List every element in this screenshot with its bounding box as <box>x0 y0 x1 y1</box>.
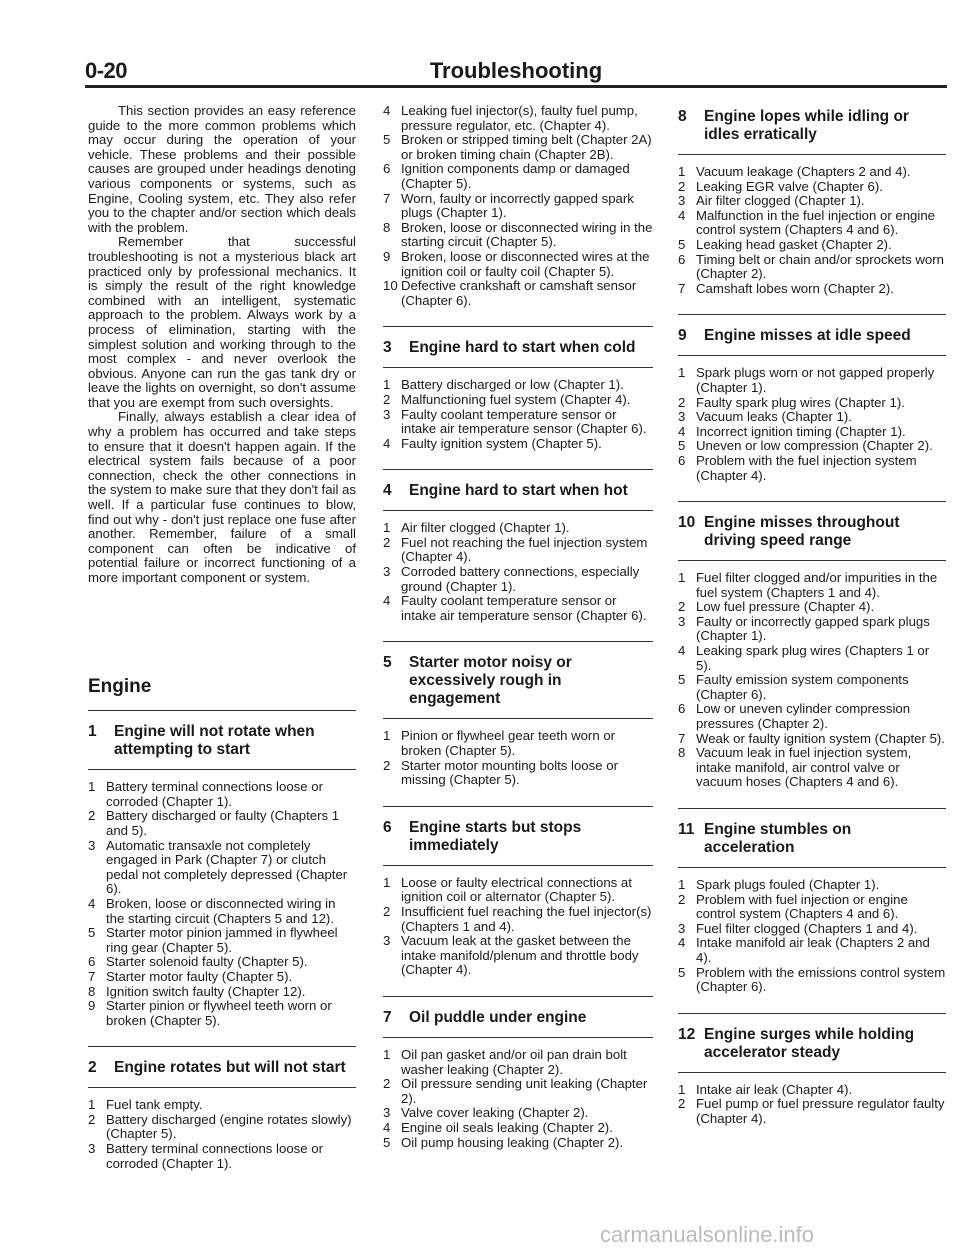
item-number: 5 <box>678 438 686 454</box>
item-number: 2 <box>678 178 686 194</box>
item-text: Malfunctioning fuel system (Chapter 4). <box>401 391 631 407</box>
item-text: Spark plugs fouled (Chapter 1). <box>696 877 880 892</box>
item-text: Faulty coolant temperature sensor or intake air temperature sensor (Chapter 6). <box>401 593 647 623</box>
section-heading <box>678 314 946 356</box>
list-item <box>383 1121 653 1136</box>
item-text: Faulty emission system components (Chapter 6). <box>696 672 909 702</box>
item-number: 2 <box>678 891 686 907</box>
section-11 <box>678 808 946 995</box>
item-text: Camshaft lobes worn (Chapter 2). <box>696 280 894 296</box>
list-item <box>678 673 946 702</box>
section-4 <box>383 469 653 623</box>
item-number: 5 <box>678 964 686 980</box>
item-number: 2 <box>88 808 96 824</box>
list-item <box>88 985 356 1000</box>
item-text: Ignition switch faulty (Chapter 12). <box>106 983 306 999</box>
item-number: 8 <box>678 745 686 761</box>
item-number: 1 <box>88 779 96 795</box>
section-heading <box>678 808 946 868</box>
list-item <box>383 279 653 308</box>
section-heading <box>383 641 653 719</box>
section-title: Engine rotates but will not start <box>114 1059 346 1077</box>
section-title: Oil puddle under engine <box>409 1008 587 1026</box>
column-2 <box>383 104 653 1168</box>
section-title: Engine hard to start when hot <box>409 482 628 500</box>
item-number: 2 <box>88 1111 96 1127</box>
item-number: 10 <box>383 278 398 294</box>
item-text: Battery discharged (engine rotates slowly) (Chapter 5). <box>106 1111 352 1142</box>
item-number: 2 <box>678 1096 686 1112</box>
item-number: 4 <box>678 935 686 951</box>
list-item <box>678 282 946 297</box>
section-9 <box>678 314 946 483</box>
section-number: 6 <box>383 818 392 836</box>
list-item <box>678 180 946 195</box>
section-number: 5 <box>383 654 392 672</box>
list-item <box>88 955 356 970</box>
list-item <box>678 878 946 893</box>
item-number: 5 <box>383 1134 391 1150</box>
item-text: Broken, loose or disconnected wiring in the starting circuit (Chapter 5). <box>401 219 653 250</box>
item-number: 2 <box>383 1076 391 1092</box>
list-item <box>678 732 946 747</box>
item-text: Automatic transaxle not completely engaged in Park (Chapter 7) or clutch pedal not completely depressed (Chapter 6). <box>106 837 348 897</box>
section-7 <box>383 996 653 1150</box>
item-text: Oil pump housing leaking (Chapter 2). <box>401 1134 624 1150</box>
section-10 <box>678 501 946 790</box>
list-item <box>88 1113 356 1142</box>
list-item <box>383 133 653 162</box>
list-item <box>383 521 653 536</box>
column-1 <box>88 104 356 1189</box>
item-number: 3 <box>678 193 686 209</box>
item-number: 1 <box>678 164 686 179</box>
list-item <box>383 250 653 279</box>
item-text: Starter motor pinion jammed in flywheel ring gear (Chapter 5). <box>106 925 338 955</box>
item-number: 3 <box>88 837 96 853</box>
list-item <box>88 926 356 955</box>
item-number: 1 <box>678 570 686 586</box>
item-number: 9 <box>88 998 96 1014</box>
item-number: 2 <box>678 394 686 410</box>
item-text: Broken, loose or disconnected wires at the ignition coil or faulty coil (Chapter 5). <box>401 248 650 279</box>
section-6 <box>383 806 653 978</box>
item-text: Malfunction in the fuel injection or engine control system (Chapters 4 and 6). <box>696 207 935 238</box>
list-item <box>383 1048 653 1077</box>
item-number: 8 <box>88 983 96 999</box>
section-number: 10 <box>678 514 696 532</box>
item-number: 2 <box>383 391 391 407</box>
list-item <box>383 1136 653 1151</box>
list-item <box>88 780 356 809</box>
section-number: 9 <box>678 327 687 345</box>
footer-watermark: carmanualsonline.info <box>600 1222 815 1247</box>
item-text: Fuel tank empty. <box>106 1097 203 1113</box>
item-number: 3 <box>383 564 391 580</box>
list-item <box>678 893 946 922</box>
item-number: 3 <box>383 933 391 949</box>
list-item <box>678 936 946 965</box>
list-item <box>383 594 653 623</box>
item-number: 5 <box>678 672 686 688</box>
item-text: Problem with the emissions control system (Chapter 6). <box>696 964 946 995</box>
item-number: 6 <box>383 161 391 177</box>
list-item <box>88 809 356 838</box>
item-number: 3 <box>88 1141 96 1157</box>
item-number: 1 <box>88 1097 96 1113</box>
section-title: Engine surges while holding accelerator steady <box>704 1025 915 1061</box>
column-3 <box>678 104 946 1145</box>
list-item <box>678 439 946 454</box>
item-number: 7 <box>678 730 686 746</box>
list-item <box>383 729 653 758</box>
item-number: 4 <box>678 423 686 439</box>
item-number: 3 <box>383 1105 391 1121</box>
item-text: Defective crankshaft or camshaft sensor (Chapter 6). <box>401 278 637 308</box>
list-item <box>678 410 946 425</box>
list-item <box>383 104 653 133</box>
list-item <box>678 922 946 937</box>
list-item <box>88 839 356 897</box>
item-text: Worn, faulty or incorrectly gapped spark plugs (Chapter 1). <box>401 190 634 221</box>
item-text: Intake manifold air leak (Chapters 2 and 4). <box>696 935 930 965</box>
item-text: Air filter clogged (Chapter 1). <box>696 193 865 209</box>
item-text: Spark plugs worn or not gapped properly (Chapter 1). <box>696 365 935 395</box>
section-title: Engine starts but stops immediately <box>409 818 582 854</box>
item-text: Low fuel pressure (Chapter 4). <box>696 599 875 615</box>
section-heading <box>678 1013 946 1073</box>
section-title: Engine misses throughout driving speed range <box>704 514 900 550</box>
item-text: Ignition components damp or damaged (Chapter 5). <box>401 161 630 191</box>
item-text: Battery discharged or low (Chapter 1). <box>401 377 624 393</box>
section-number: 8 <box>678 108 687 125</box>
item-text: Vacuum leak in fuel injection system, intake manifold, air control valve or vacuum hoses (Chapters 4 and 6). <box>696 745 912 790</box>
list-item <box>678 194 946 209</box>
list-item <box>88 897 356 926</box>
section-number: 2 <box>88 1059 97 1077</box>
list-item <box>678 253 946 282</box>
list-item <box>383 934 653 978</box>
header-rule <box>85 85 947 88</box>
list-item <box>678 425 946 440</box>
item-number: 9 <box>383 248 391 264</box>
section-heading <box>678 501 946 561</box>
item-text: Broken or stripped timing belt (Chapter 2A) or broken timing chain (Chapter 2B). <box>401 132 652 162</box>
intro-paragraph: Remember that successful troubleshooting is not a mysterious black art practiced only by professional mechanics. It is simply the result of the right knowledge combined with an intelligent, systematic approach to the problem. Always work by a process of elimination, starting with the simplest solution and working through to the most complex - and never overlook the obvious. Anyone can run the gas tank dry or leave the lights on overnight, so don't assume that you are exempt from such oversights. <box>88 234 356 410</box>
item-number: 7 <box>678 280 686 296</box>
item-number: 5 <box>678 236 686 252</box>
list-item <box>88 970 356 985</box>
intro-paragraph: This section provides an easy reference guide to the more common problems which may occur during the operation of your vehicle. These problems and their possible causes are grouped under headings denoting various components or systems, such as Engine, Cooling system, etc. They also refer you to the chapter and/or section which deals with the problem. <box>88 103 356 235</box>
item-number: 2 <box>383 534 391 550</box>
section-title: Engine hard to start when cold <box>409 339 636 357</box>
list-item <box>383 437 653 452</box>
item-text: Air filter clogged (Chapter 1). <box>401 520 570 536</box>
section-5 <box>383 641 653 787</box>
list-item <box>383 378 653 393</box>
item-text: Fuel filter clogged and/or impurities in the fuel system (Chapters 1 and 4). <box>696 570 938 600</box>
item-text: Battery terminal connections loose or corroded (Chapter 1). <box>106 1141 323 1171</box>
list-item <box>383 565 653 594</box>
list-item <box>383 221 653 250</box>
item-text: Intake air leak (Chapter 4). <box>696 1081 853 1097</box>
list-item <box>678 366 946 395</box>
page-title: Troubleshooting <box>429 58 603 83</box>
list-item <box>383 393 653 408</box>
page-number: 0-20 <box>85 58 128 83</box>
item-number: 5 <box>88 925 96 941</box>
item-number: 2 <box>383 757 391 773</box>
item-text: Leaking spark plug wires (Chapters 1 or 5). <box>696 643 930 673</box>
item-text: Starter motor mounting bolts loose or missing (Chapter 5). <box>401 757 618 788</box>
list-item <box>678 702 946 731</box>
item-number: 4 <box>88 895 96 911</box>
item-text: Oil pan gasket and/or oil pan drain bolt washer leaking (Chapter 2). <box>401 1046 627 1077</box>
item-number: 7 <box>383 190 391 206</box>
item-number: 5 <box>383 132 391 148</box>
section-heading <box>678 104 946 155</box>
section-number: 1 <box>88 723 97 741</box>
list-item <box>383 536 653 565</box>
item-number: 7 <box>88 968 96 984</box>
item-number: 1 <box>383 874 391 890</box>
item-text: Pinion or flywheel gear teeth worn or broken (Chapter 5). <box>401 728 616 759</box>
list-item <box>383 1077 653 1106</box>
list-item <box>88 999 356 1028</box>
item-number: 4 <box>383 435 391 451</box>
section-number: 4 <box>383 482 392 500</box>
item-text: Starter motor faulty (Chapter 5). <box>106 968 293 984</box>
list-item <box>678 165 946 180</box>
item-text: Battery discharged or faulty (Chapters 1 and 5). <box>106 808 340 838</box>
item-text: Starter solenoid faulty (Chapter 5). <box>106 954 308 970</box>
list-item <box>678 1083 946 1098</box>
section-title: Engine will not rotate when attempting to start <box>114 723 315 759</box>
item-number: 6 <box>678 251 686 267</box>
list-item <box>383 876 653 905</box>
section-title: Engine misses at idle speed <box>704 327 911 345</box>
section-title: Engine stumbles on acceleration <box>704 821 852 856</box>
section-number: 3 <box>383 339 392 357</box>
item-text: Problem with fuel injection or engine control system (Chapters 4 and 6). <box>696 891 908 922</box>
item-text: Vacuum leak at the gasket between the intake manifold/plenum and throttle body (Chapter 4). <box>401 933 639 978</box>
item-text: Corroded battery connections, especially ground (Chapter 1). <box>401 564 640 594</box>
list-item <box>678 1097 946 1126</box>
section-number: 12 <box>678 1025 696 1043</box>
list-item <box>383 408 653 437</box>
list-item <box>678 209 946 238</box>
item-text: Leaking fuel injector(s), faulty fuel pump, pressure regulator, etc. (Chapter 4). <box>401 103 638 133</box>
section-heading <box>383 469 653 511</box>
item-number: 3 <box>678 613 686 629</box>
item-number: 1 <box>678 1081 686 1097</box>
list-item <box>678 615 946 644</box>
section-heading <box>383 996 653 1038</box>
item-text: Faulty coolant temperature sensor or intake air temperature sensor (Chapter 6). <box>401 406 647 437</box>
item-number: 1 <box>678 877 686 892</box>
item-text: Insufficient fuel reaching the fuel injector(s) (Chapters 1 and 4). <box>401 904 652 934</box>
item-text: Leaking EGR valve (Chapter 6). <box>696 178 883 194</box>
item-number: 1 <box>383 728 391 744</box>
item-number: 8 <box>383 219 391 235</box>
item-number: 1 <box>678 365 686 381</box>
item-text: Fuel pump or fuel pressure regulator faulty (Chapter 4). <box>696 1096 945 1126</box>
section-2 <box>383 104 653 308</box>
item-number: 4 <box>383 103 391 118</box>
item-text: Valve cover leaking (Chapter 2). <box>401 1105 589 1121</box>
item-number: 3 <box>383 406 391 422</box>
list-item <box>678 571 946 600</box>
section-heading <box>88 1046 356 1088</box>
item-text: Broken, loose or disconnected wiring in the starting circuit (Chapters 5 and 12). <box>106 895 336 926</box>
item-number: 2 <box>678 599 686 615</box>
major-heading-engine: Engine <box>88 675 152 697</box>
item-text: Vacuum leaks (Chapter 1). <box>696 409 852 425</box>
item-text: Loose or faulty electrical connections at ignition coil or alternator (Chapter 5). <box>401 874 632 905</box>
item-number: 1 <box>383 1046 391 1062</box>
item-text: Weak or faulty ignition system (Chapter 5). <box>696 730 945 746</box>
item-number: 1 <box>383 377 391 393</box>
item-text: Problem with the fuel injection system (Chapter 4). <box>696 452 917 483</box>
intro-paragraph: Finally, always establish a clear idea of why a problem has occurred and take steps to ensure that it doesn't happen again. If the electrical system fails because of a poor connection, check the other connections in the system to make sure that they don't fail as well. If a particular fuse continues to blow, find out why - don't just replace one fuse after another. Remember, failure of a small component can often be indicative of potential failure or incorrect functioning of a more important component or system. <box>88 409 356 585</box>
item-number: 2 <box>383 904 391 919</box>
section-2 <box>88 1046 356 1171</box>
item-text: Faulty spark plug wires (Chapter 1). <box>696 394 905 410</box>
list-item <box>383 905 653 934</box>
list-item <box>383 1106 653 1121</box>
item-number: 1 <box>383 520 391 536</box>
item-number: 6 <box>88 954 96 970</box>
section-heading <box>88 710 356 770</box>
item-text: Starter pinion or flywheel teeth worn or broken (Chapter 5). <box>106 998 332 1028</box>
list-item <box>678 966 946 995</box>
item-number: 3 <box>678 409 686 425</box>
section-3 <box>383 326 653 451</box>
list-item <box>678 454 946 483</box>
list-item <box>383 759 653 788</box>
section-heading <box>383 326 653 368</box>
item-number: 3 <box>678 920 686 936</box>
list-item <box>678 600 946 615</box>
item-text: Engine oil seals leaking (Chapter 2). <box>401 1119 613 1135</box>
item-text: Fuel not reaching the fuel injection system (Chapter 4). <box>401 534 648 565</box>
item-number: 4 <box>383 593 391 609</box>
item-text: Timing belt or chain and/or sprockets worn (Chapter 2). <box>696 251 944 282</box>
section-8 <box>678 104 946 296</box>
item-text: Fuel filter clogged (Chapters 1 and 4). <box>696 920 918 936</box>
list-item <box>383 162 653 191</box>
item-number: 4 <box>678 207 686 223</box>
section-heading <box>383 806 653 866</box>
item-text: Faulty ignition system (Chapter 5). <box>401 435 602 451</box>
item-text: Leaking head gasket (Chapter 2). <box>696 236 892 252</box>
item-number: 4 <box>678 643 686 659</box>
list-item <box>88 1142 356 1171</box>
list-item <box>678 238 946 253</box>
item-text: Faulty or incorrectly gapped spark plugs (Chapter 1). <box>696 613 930 644</box>
section-title: Engine lopes while idling or idles erratically <box>704 108 909 143</box>
list-item <box>678 396 946 411</box>
item-text: Low or uneven cylinder compression pressures (Chapter 2). <box>696 701 911 732</box>
item-number: 6 <box>678 452 686 468</box>
item-number: 4 <box>383 1119 391 1135</box>
item-text: Uneven or low compression (Chapter 2). <box>696 438 933 454</box>
section-title: Starter motor noisy or excessively rough in engagement <box>409 654 572 708</box>
section-number: 11 <box>678 821 695 838</box>
list-item <box>88 1098 356 1113</box>
list-item <box>678 746 946 790</box>
list-item <box>678 644 946 673</box>
item-text: Battery terminal connections loose or corroded (Chapter 1). <box>106 779 323 809</box>
section-12 <box>678 1013 946 1127</box>
section-1 <box>88 710 356 1028</box>
item-text: Incorrect ignition timing (Chapter 1). <box>696 423 906 439</box>
list-item <box>383 192 653 221</box>
section-number: 7 <box>383 1008 392 1026</box>
item-text: Vacuum leakage (Chapters 2 and 4). <box>696 164 911 179</box>
item-text: Oil pressure sending unit leaking (Chapter 2). <box>401 1076 648 1106</box>
intro-text <box>88 104 356 586</box>
item-number: 6 <box>678 701 686 717</box>
